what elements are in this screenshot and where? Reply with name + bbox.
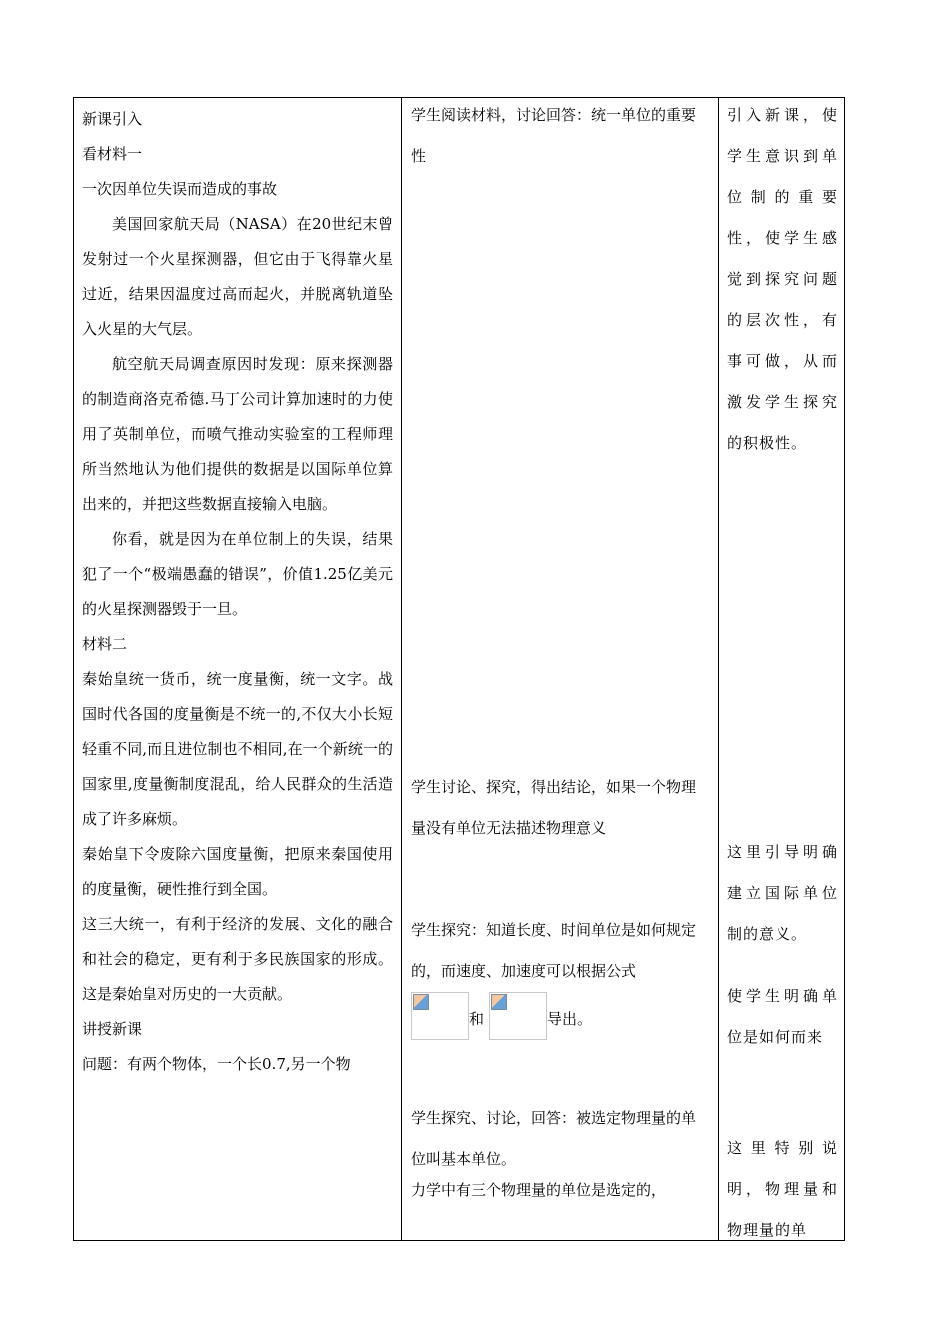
material-two-label: 材料二 bbox=[82, 635, 128, 653]
qin-significance-paragraph: 这三大统一，有利于经济的发展、文化的融合和社会的稳定，更有利于多民族国家的形成。这是秦始皇对历史的一大贡献。 bbox=[82, 915, 393, 1003]
intent-si-significance: 这里引导明确建立国际单位制的意义。 bbox=[727, 843, 838, 943]
and-text: 和 bbox=[469, 1010, 485, 1028]
teaching-content-column bbox=[74, 98, 402, 1240]
nasa-paragraph: 美国回家航天局（NASA）在20世纪末曾发射过一个火星探测器，但它由于飞得靠火星过近，结果因温度过高而起火，并脱离轨道坠入火星的大气层。 bbox=[82, 215, 393, 338]
qin-unification-paragraph: 秦始皇统一货币，统一度量衡，统一文字。战国时代各国的度量衡是不统一的,不仅大小长短轻重不同,而且进位制也不相同,在一个新统一的国家里,度量衡制度混乱，给人民群众的生活造成了许多麻烦。 bbox=[82, 670, 393, 828]
intent-unit-origin: 使学生明确单位是如何而来 bbox=[727, 987, 838, 1046]
activity-discuss-units: 学生讨论、探究，得出结论，如果一个物理量没有单位无法描述物理意义 bbox=[411, 778, 697, 837]
acceleration-formula-image bbox=[489, 992, 547, 1040]
derive-text: 导出。 bbox=[547, 1010, 593, 1028]
student-activity-column bbox=[402, 98, 719, 1240]
activity-mechanics-units: 力学中有三个物理量的单位是选定的， bbox=[411, 1181, 667, 1199]
intent-introduce-lesson: 引入新课，使学生意识到单位制的重要性，使学生感觉到探究问题的层次性，有事可做，从而激发学生探究的积极性。 bbox=[727, 106, 838, 452]
activity-base-units: 学生探究、讨论，回答：被选定物理量的单位叫基本单位。 bbox=[411, 1109, 697, 1168]
lesson-plan-table bbox=[73, 97, 845, 1241]
section-heading-intro: 新课引入 bbox=[82, 110, 143, 128]
material-one-title: 一次因单位失误而造成的事故 bbox=[82, 180, 278, 198]
image-icon bbox=[491, 994, 507, 1010]
intent-quantity-vs-unit: 这里特别说明，物理量和物理量的单 bbox=[727, 1139, 838, 1239]
design-intent-column bbox=[719, 98, 844, 1240]
conclusion-paragraph: 你看，就是因为在单位制上的失误，结果犯了一个“极端愚蠢的错误”，价值1.25亿美元的火星探测器毁于一旦。 bbox=[82, 530, 393, 618]
velocity-formula-image bbox=[411, 992, 469, 1040]
qin-decree-paragraph: 秦始皇下令废除六国度量衡，把原来秦国使用的度量衡，硬性推行到全国。 bbox=[82, 845, 393, 898]
activity-explore-units: 学生探究：知道长度、时间单位是如何规定的，而速度、加速度可以根据公式 bbox=[411, 921, 697, 980]
investigation-paragraph: 航空航天局调查原因时发现：原来探测器的制造商洛克希德.马丁公司计算加速时的力使用了英制单位，而喷气推动实验室的工程师理所当然地认为他们提供的数据是以国际单位算出来的，并把这些数据直接输入电脑。 bbox=[82, 355, 393, 513]
image-icon bbox=[413, 994, 429, 1010]
formula-line bbox=[411, 992, 710, 1040]
activity-read-material: 学生阅读材料，讨论回答：统一单位的重要性 bbox=[411, 106, 697, 165]
section-heading-new-lesson: 讲授新课 bbox=[82, 1020, 143, 1038]
question-paragraph: 问题：有两个物体，一个长0.7,另一个物 bbox=[82, 1055, 351, 1073]
material-one-label: 看材料一 bbox=[82, 145, 143, 163]
